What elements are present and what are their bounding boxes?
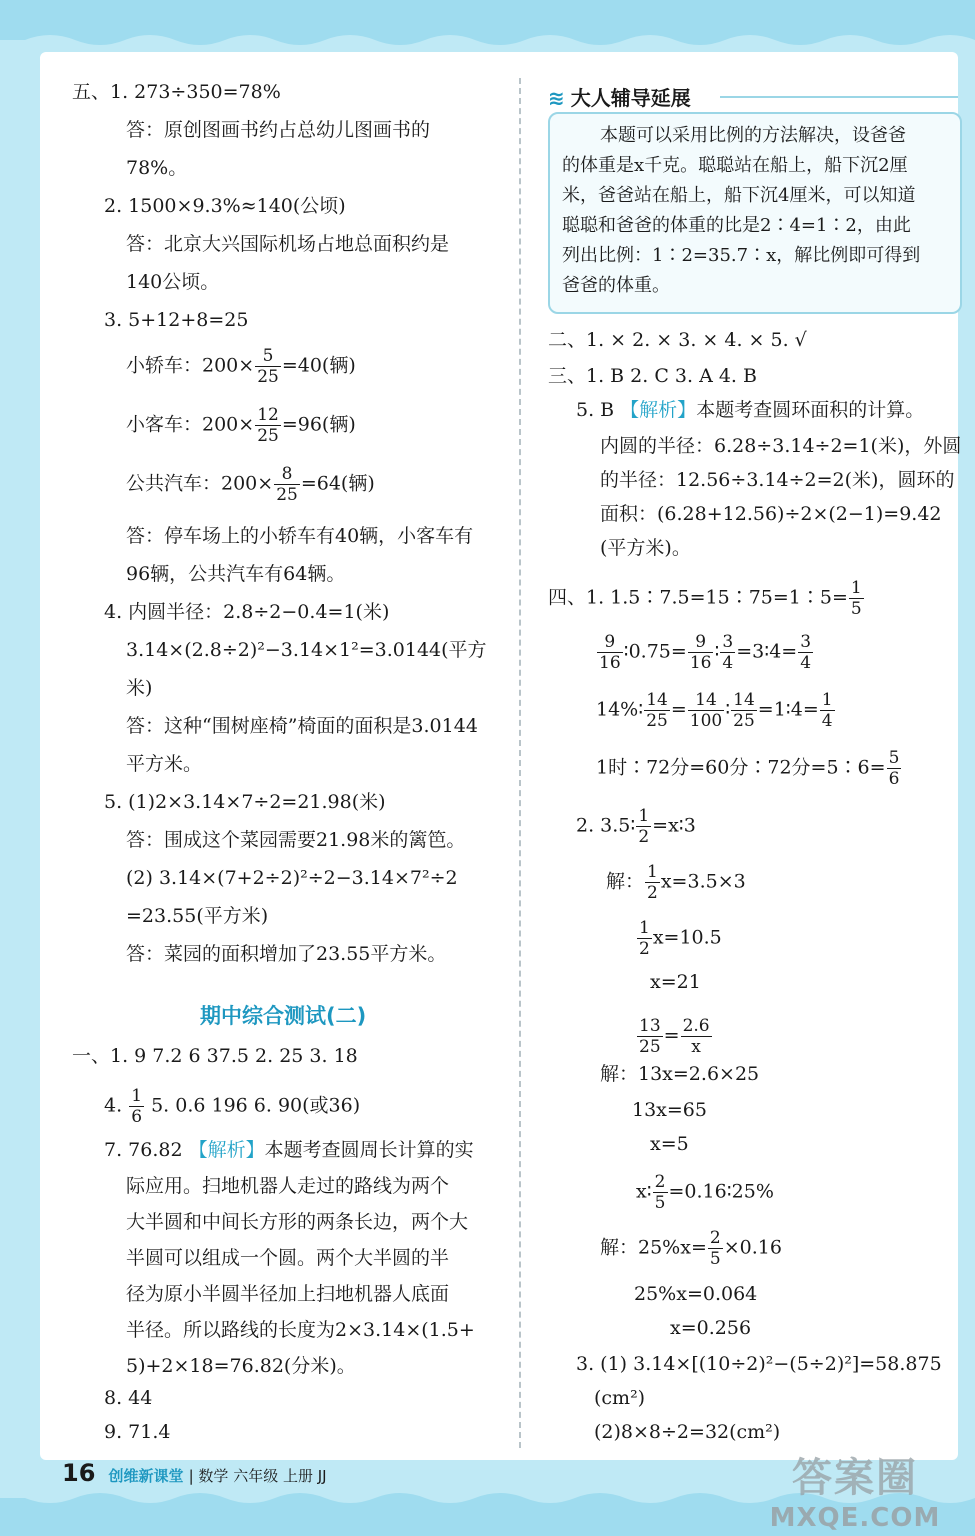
numerator: 13 [639,1016,661,1036]
numerator: 5 [255,346,281,367]
column-divider [519,78,521,1448]
solve-step [636,1172,774,1213]
fraction [798,632,813,673]
numerator: 3 [722,632,734,652]
numerator: 1 [131,1086,143,1106]
book-meta: | 数学 六年级 上册 JJ [188,1467,327,1485]
answer-text: 答：停车场上的小轿车有40辆，小客车有 [126,525,474,547]
fraction [708,1228,723,1269]
solve-step: x=21 [650,971,701,993]
denominator: 4 [800,653,812,673]
solve-step: 25%x=0.064 [634,1283,758,1305]
fraction-line-car [126,346,356,387]
numerator: 1 [647,862,658,882]
answer-text: 大半圆和中间长方形的两条长边，两个大 [126,1211,469,1233]
answer-values: 5. 0.6 196 6. 90(或36) [151,1094,361,1117]
denominator: 5 [850,599,862,619]
fraction [255,405,281,446]
numerator: 2 [654,1172,666,1192]
answer-1-7 [104,1138,474,1162]
numerator: 3 [800,632,812,652]
watermark-line-1: 答案圈 [792,1455,918,1501]
numerator: 5 [888,748,900,768]
solve-step: x=0.256 [670,1317,752,1339]
fraction-line-public [126,464,375,505]
answer-text: 面积：(6.28+12.56)÷2×(2−1)=9.42 [600,503,942,525]
equation: ×0.16 [723,1236,782,1259]
numerator: 9 [688,632,714,653]
fraction [720,632,735,673]
fraction [681,1016,712,1057]
answer-1-9: 9. 71.4 [104,1421,171,1443]
solve-step: 解：13x=2.6×25 [600,1063,760,1085]
ratio-part: =x∶3 [652,814,696,837]
answer-1-8: 8. 44 [104,1387,153,1409]
denominator: 6 [888,769,900,789]
top-wave-border [0,0,975,60]
answer-text: (2) 3.14×(7+2÷2)²÷2−3.14×7²÷2 [126,867,458,889]
denominator: 16 [689,653,712,673]
ratio-chain: 四、1. 1.5∶7.5=15∶75=1∶5= [548,586,848,609]
answer-1: 一、1. 9 7.2 6 37.5 2. 25 3. 18 [72,1045,358,1067]
item-number: 7. 76.82 [104,1139,189,1161]
fraction [597,632,623,673]
answer-text: 答：菜园的面积增加了23.55平方米。 [126,943,447,965]
denominator: 4 [722,653,734,673]
watermark [755,1446,955,1533]
solve-step [636,918,722,959]
box-title-rule [720,96,958,98]
wave-icon: ≋ [548,86,565,110]
answer-text: =23.55(平方米) [126,905,269,927]
denominator: 4 [821,711,833,731]
answer-text: 平方米。 [126,753,203,775]
numerator: 2.6 [682,1016,710,1036]
numerator: 1 [639,918,650,938]
numerator: 1 [638,806,650,826]
answer-5-5: 5. (1)2×3.14×7÷2=21.98(米) [104,791,386,813]
denominator: 2 [647,883,658,903]
ratio-part: 14%∶ [596,698,644,721]
answer-text: 答：北京大兴国际机场占地总面积约是 [126,233,450,255]
box-text: 米，爸爸站在船上，船下沉4厘米，可以知道 [562,185,916,206]
equation: 解：25%x= [600,1236,707,1259]
ratio-part: = [670,698,687,721]
equation: x=3.5×3 [660,870,746,893]
analysis-text: 本题考查圆环面积的计算。 [696,399,925,421]
ratio-line-3 [596,690,836,731]
equation: x∶ [636,1180,652,1203]
fraction [129,1086,144,1127]
fraction [731,690,757,731]
answer-text: 米) [126,677,153,699]
ratio-part: 1时∶72分=60分∶72分=5∶6= [596,756,886,779]
denominator: 6 [131,1107,143,1127]
ratio-part: 2. 3.5∶ [576,814,636,837]
denominator: 25 [276,485,298,505]
fraction [688,632,714,673]
answer-text: 半径。所以路线的长度为2×3.14×(1.5+ [126,1319,475,1341]
answer-text: 际应用。扫地机器人走过的路线为两个 [126,1175,450,1197]
ratio-part: ∶ [714,640,720,663]
bus-result: =96(辆) [281,413,356,436]
analysis-tag: 【解析】 [620,399,697,421]
car-label: 小轿车：200× [126,354,255,377]
answer-text: (cm²) [594,1387,646,1409]
denominator: 25 [257,426,279,446]
numerator: 1 [821,690,833,710]
box-text: 爸爸的体重。 [562,275,670,296]
ratio-part: ∶0.75= [623,640,687,663]
box-title [548,82,697,111]
solve-step: 13x=65 [632,1099,707,1121]
numerator: 14 [646,690,668,710]
box-text: 聪聪和爸爸的体重的比是2∶4=1∶2，由此 [562,215,911,236]
fraction [636,806,651,847]
denominator: x [691,1037,701,1057]
fraction [688,690,724,731]
solve-step [600,1228,782,1269]
equation: =0.16∶25% [668,1180,774,1203]
ratio-part: =3∶4= [736,640,798,663]
answer-5-1: 五、1. 273÷350=78% [72,81,281,103]
denominator: 25 [257,367,279,387]
answer-1-4-6 [104,1086,360,1127]
ratio-line-4 [596,748,902,789]
denominator: 2 [639,939,650,959]
bus-label: 小客车：200× [126,413,255,436]
fraction-line-bus [126,405,356,446]
solve-step [636,1016,713,1057]
fraction [887,748,902,789]
answer-text: 径为原小半圆半径加上扫地机器人底面 [126,1283,450,1305]
public-label: 公共汽车：200× [126,472,274,495]
denominator: 25 [639,1037,661,1057]
series-name: 创维新课堂 [108,1467,184,1485]
fraction [637,918,652,959]
denominator: 25 [646,711,668,731]
solve-label: 解： [606,870,645,893]
analysis-text: 本题考查圆周长计算的实 [264,1139,474,1161]
solve-step [606,862,746,903]
answer-text: 答：原创图画书约占总幼儿图画书的 [126,119,431,141]
answer-text: 的半径：12.56÷3.14÷2=2(米)，圆环的 [600,469,955,491]
answer-2: 二、1. × 2. × 3. × 4. × 5. √ [548,329,807,351]
page-number: 16 [62,1459,96,1487]
denominator: 16 [599,653,621,673]
item-number: 5. B [576,399,621,421]
answer-5-3: 3. 5+12+8=25 [104,309,249,331]
box-text: 本题可以采用比例的方法解决，设爸爸 [600,125,906,146]
item-number: 4. [104,1094,123,1117]
car-result: =40(辆) [281,354,356,377]
ratio-part: =1∶4= [757,698,819,721]
denominator: 5 [709,1249,721,1269]
public-result: =64(辆) [300,472,375,495]
answer-3-5 [576,398,924,422]
answer-text: 140公顷。 [126,271,220,293]
answer-text: 5)+2×18=76.82(分米)。 [126,1355,356,1377]
numerator: 1 [850,578,862,598]
page-footer [62,1459,327,1487]
fraction [255,346,281,387]
fraction [653,1172,668,1213]
numerator: 2 [709,1228,721,1248]
answer-text: 答：围成这个菜园需要21.98米的篱笆。 [126,829,466,851]
section-title: 期中综合测试(二) [200,1004,367,1028]
watermark-line-2: MXQE.COM [769,1503,941,1533]
answer-text: (2)8×8÷2=32(cm²) [594,1421,781,1443]
fraction [645,862,660,903]
numerator: 14 [733,690,755,710]
equation: = [663,1024,680,1047]
fraction [820,690,835,731]
denominator: 100 [689,711,723,731]
box-title-text: 大人辅导延展 [570,86,691,110]
answer-4-2 [576,806,696,847]
equation: x=10.5 [652,926,722,949]
answer-text: 答：这种“围树座椅”椅面的面积是3.0144 [126,715,478,737]
denominator: 2 [638,827,650,847]
answer-4-1 [548,578,865,619]
ratio-part: ∶ [725,698,731,721]
denominator: 25 [733,711,755,731]
fraction [644,690,670,731]
analysis-tag: 【解析】 [188,1139,265,1161]
ratio-line-2 [596,632,814,673]
answer-5-4: 4. 内圆半径：2.8÷2−0.4=1(米) [104,601,390,623]
numerator: 8 [274,464,300,485]
answer-3: 三、1. B 2. C 3. A 4. B [548,365,757,387]
answer-4-3: 3. (1) 3.14×[(10÷2)²−(5÷2)²]=58.875 [576,1353,942,1375]
answer-text: 内圆的半径：6.28÷3.14÷2=1(米)，外圆 [600,435,962,457]
fraction [849,578,864,619]
fraction [637,1016,663,1057]
numerator: 14 [688,690,724,711]
fraction [274,464,300,505]
solve-step: x=5 [650,1133,689,1155]
box-text: 的体重是x千克。聪聪站在船上，船下沉2厘 [562,155,908,176]
answer-text: (平方米)。 [600,537,691,559]
answer-text: 半圆可以组成一个圆。两个大半圆的半 [126,1247,450,1269]
denominator: 5 [654,1193,666,1213]
numerator: 9 [597,632,623,653]
answer-text: 78%。 [126,157,188,179]
answer-text: 96辆，公共汽车有64辆。 [126,563,346,585]
answer-text: 3.14×(2.8÷2)²−3.14×1²=3.0144(平方 [126,639,487,661]
answer-5-2: 2. 1500×9.3%≈140(公顷) [104,195,346,217]
numerator: 12 [257,405,279,425]
box-text: 列出比例：1∶2=35.7∶x，解比例即可得到 [562,245,921,266]
